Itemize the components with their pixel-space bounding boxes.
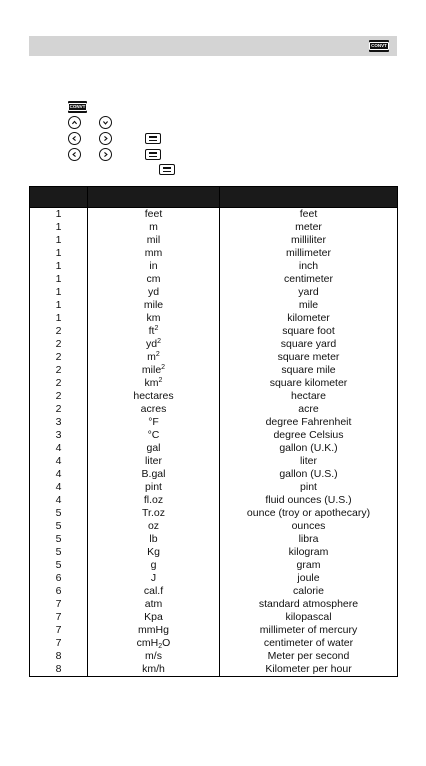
unit-abbreviation: oz xyxy=(88,520,220,533)
unit-abbreviation: hectares xyxy=(88,390,220,403)
category-number: 8 xyxy=(30,663,88,677)
unit-abbreviation: m xyxy=(88,221,220,234)
table-row xyxy=(30,325,398,338)
unit-name: kilopascal xyxy=(220,611,398,624)
unit-name: degree Celsius xyxy=(220,429,398,442)
table-row xyxy=(30,468,398,481)
category-number: 5 xyxy=(30,520,88,533)
category-number: 1 xyxy=(30,260,88,273)
category-number: 4 xyxy=(30,455,88,468)
category-number: 7 xyxy=(30,611,88,624)
unit-name: square yard xyxy=(220,338,398,351)
unit-name: libra xyxy=(220,533,398,546)
category-number: 1 xyxy=(30,234,88,247)
unit-name: pint xyxy=(220,481,398,494)
equals-key-icon xyxy=(159,164,175,175)
unit-abbreviation: Kpa xyxy=(88,611,220,624)
unit-abbreviation: mmHg xyxy=(88,624,220,637)
category-number: 2 xyxy=(30,338,88,351)
category-number: 5 xyxy=(30,507,88,520)
right-circle-icon xyxy=(99,132,112,145)
category-number: 2 xyxy=(30,377,88,390)
table-row xyxy=(30,286,398,299)
table-row xyxy=(30,351,398,364)
category-number: 3 xyxy=(30,429,88,442)
table-row xyxy=(30,611,398,624)
unit-name: ounce (troy or apothecary) xyxy=(220,507,398,520)
unit-abbreviation: lb xyxy=(88,533,220,546)
unit-abbreviation: liter xyxy=(88,455,220,468)
right-circle-icon xyxy=(99,148,112,161)
up-circle-icon xyxy=(68,116,81,129)
unit-conversion-table xyxy=(29,186,398,677)
unit-abbreviation: °C xyxy=(88,429,220,442)
category-number: 2 xyxy=(30,403,88,416)
table-row xyxy=(30,455,398,468)
unit-abbreviation: $yd^2$ xyxy=(88,338,220,351)
column-header xyxy=(30,187,88,208)
table-row xyxy=(30,247,398,260)
unit-abbreviation: km/h xyxy=(88,663,220,677)
unit-name: inch xyxy=(220,260,398,273)
unit-name: mile xyxy=(220,299,398,312)
unit-name: gallon (U.S.) xyxy=(220,468,398,481)
unit-abbreviation: cmH$_2$O xyxy=(88,637,220,650)
table-row xyxy=(30,507,398,520)
left-circle-icon xyxy=(68,132,81,145)
unit-abbreviation: yd xyxy=(88,286,220,299)
unit-abbreviation: $km^2$ xyxy=(88,377,220,390)
category-number: 5 xyxy=(30,546,88,559)
unit-name: milliliter xyxy=(220,234,398,247)
category-number: 1 xyxy=(30,273,88,286)
unit-name: kilometer xyxy=(220,312,398,325)
category-number: 7 xyxy=(30,624,88,637)
table-row xyxy=(30,559,398,572)
table-row xyxy=(30,429,398,442)
unit-name: square kilometer xyxy=(220,377,398,390)
unit-name: ounces xyxy=(220,520,398,533)
column-header xyxy=(220,187,398,208)
unit-abbreviation: mile xyxy=(88,299,220,312)
unit-name: kilogram xyxy=(220,546,398,559)
unit-abbreviation: km xyxy=(88,312,220,325)
unit-abbreviation: pint xyxy=(88,481,220,494)
table-row xyxy=(30,598,398,611)
unit-abbreviation: gal xyxy=(88,442,220,455)
table-row xyxy=(30,533,398,546)
unit-name: millimeter xyxy=(220,247,398,260)
unit-abbreviation: g xyxy=(88,559,220,572)
unit-name: acre xyxy=(220,403,398,416)
category-number: 1 xyxy=(30,286,88,299)
unit-abbreviation: cm xyxy=(88,273,220,286)
unit-name: fluid ounces (U.S.) xyxy=(220,494,398,507)
unit-abbreviation: atm xyxy=(88,598,220,611)
category-number: 1 xyxy=(30,208,88,222)
header-bar xyxy=(29,36,397,56)
table-row xyxy=(30,273,398,286)
table-row xyxy=(30,364,398,377)
category-number: 7 xyxy=(30,637,88,650)
unit-name: Meter per second xyxy=(220,650,398,663)
table-row xyxy=(30,546,398,559)
unit-abbreviation: m/s xyxy=(88,650,220,663)
category-number: 5 xyxy=(30,533,88,546)
table-row xyxy=(30,572,398,585)
unit-abbreviation: fl.oz xyxy=(88,494,220,507)
table-row xyxy=(30,650,398,663)
convt-key-icon: CONVT xyxy=(68,101,87,113)
unit-abbreviation: J xyxy=(88,572,220,585)
category-number: 1 xyxy=(30,247,88,260)
table-body xyxy=(30,208,398,677)
unit-abbreviation: feet xyxy=(88,208,220,222)
convt-key-icon: CONVT xyxy=(369,40,389,52)
category-number: 4 xyxy=(30,494,88,507)
unit-name: joule xyxy=(220,572,398,585)
table-row xyxy=(30,377,398,390)
category-number: 4 xyxy=(30,468,88,481)
unit-name: gallon (U.K.) xyxy=(220,442,398,455)
category-number: 7 xyxy=(30,598,88,611)
unit-abbreviation: Tr.oz xyxy=(88,507,220,520)
unit-abbreviation: Kg xyxy=(88,546,220,559)
category-number: 2 xyxy=(30,325,88,338)
unit-name: gram xyxy=(220,559,398,572)
category-number: 2 xyxy=(30,390,88,403)
category-number: 1 xyxy=(30,312,88,325)
category-number: 2 xyxy=(30,364,88,377)
table-row xyxy=(30,390,398,403)
unit-abbreviation: cal.f xyxy=(88,585,220,598)
unit-name: degree Fahrenheit xyxy=(220,416,398,429)
column-header xyxy=(88,187,220,208)
table-row xyxy=(30,299,398,312)
unit-abbreviation: mil xyxy=(88,234,220,247)
table-row xyxy=(30,221,398,234)
table-row xyxy=(30,403,398,416)
unit-name: centimeter of water xyxy=(220,637,398,650)
unit-abbreviation: mile$^2$ xyxy=(88,364,220,377)
unit-abbreviation: in xyxy=(88,260,220,273)
unit-name: square foot xyxy=(220,325,398,338)
table-row xyxy=(30,442,398,455)
unit-abbreviation: $ft^2$ xyxy=(88,325,220,338)
table-header-row xyxy=(30,187,398,208)
category-number: 5 xyxy=(30,559,88,572)
equals-key-icon xyxy=(145,149,161,160)
down-circle-icon xyxy=(99,116,112,129)
unit-name: meter xyxy=(220,221,398,234)
table-row xyxy=(30,624,398,637)
unit-name: standard atmosphere xyxy=(220,598,398,611)
unit-name: yard xyxy=(220,286,398,299)
unit-abbreviation: acres xyxy=(88,403,220,416)
table-row xyxy=(30,663,398,677)
table-row xyxy=(30,312,398,325)
unit-name: Kilometer per hour xyxy=(220,663,398,677)
table-row xyxy=(30,520,398,533)
unit-name: square meter xyxy=(220,351,398,364)
table-row xyxy=(30,338,398,351)
table-row xyxy=(30,637,398,650)
unit-abbreviation: B.gal xyxy=(88,468,220,481)
equals-key-icon xyxy=(145,133,161,144)
table-row xyxy=(30,416,398,429)
category-number: 4 xyxy=(30,481,88,494)
category-number: 6 xyxy=(30,572,88,585)
unit-name: centimeter xyxy=(220,273,398,286)
category-number: 2 xyxy=(30,351,88,364)
table-row xyxy=(30,260,398,273)
left-circle-icon xyxy=(68,148,81,161)
category-number: 8 xyxy=(30,650,88,663)
table-row xyxy=(30,481,398,494)
table-row xyxy=(30,494,398,507)
unit-name: millimeter of mercury xyxy=(220,624,398,637)
table-row xyxy=(30,585,398,598)
table-row xyxy=(30,208,398,222)
table-row xyxy=(30,234,398,247)
unit-name: feet xyxy=(220,208,398,222)
unit-abbreviation: mm xyxy=(88,247,220,260)
unit-name: hectare xyxy=(220,390,398,403)
unit-abbreviation: °F xyxy=(88,416,220,429)
unit-name: calorie xyxy=(220,585,398,598)
unit-name: liter xyxy=(220,455,398,468)
category-number: 1 xyxy=(30,299,88,312)
unit-name: square mile xyxy=(220,364,398,377)
category-number: 1 xyxy=(30,221,88,234)
category-number: 6 xyxy=(30,585,88,598)
unit-abbreviation: $m^2$ xyxy=(88,351,220,364)
category-number: 3 xyxy=(30,416,88,429)
category-number: 4 xyxy=(30,442,88,455)
